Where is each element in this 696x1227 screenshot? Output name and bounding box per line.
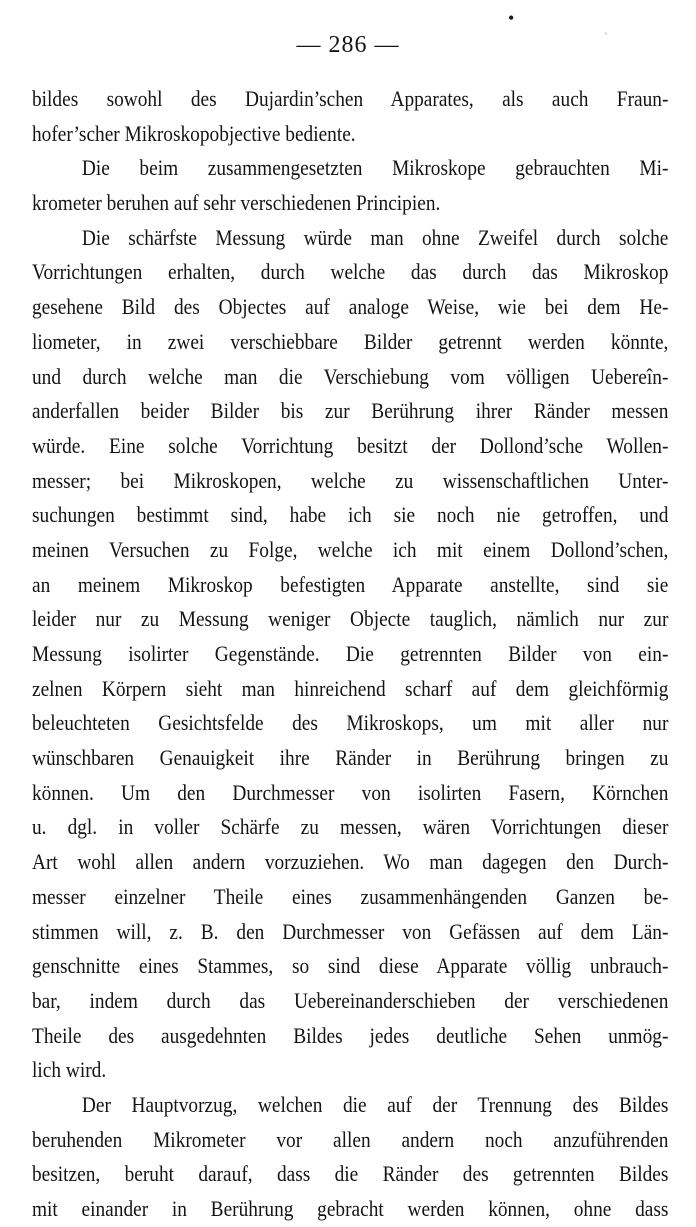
text-line: bildes sowohl des Dujardin’schen Apparates, als auch Fraun- bbox=[32, 86, 669, 111]
text-line: beleuchteten Gesichtsfelde des Mikroskops, um mit aller nur bbox=[32, 710, 669, 736]
text-line: messer einzelner Theile eines zusammenhängenden Ganzen be- bbox=[32, 883, 669, 909]
text-line: messer; bei Mikroskopen, welche zu wissenschaftlichen Unter- bbox=[32, 467, 669, 493]
text-line: Die schärfste Messung würde man ohne Zweifel durch solche bbox=[81, 224, 669, 250]
text-line: Theile des ausgedehnten Bildes jedes deutliche Sehen unmög- bbox=[32, 1022, 669, 1048]
text-line: bar, indem durch das Uebereinanderschieben der verschiedenen bbox=[32, 987, 669, 1013]
text-line: Die beim zusammengesetzten Mikroskope gebrauchten Mi- bbox=[81, 155, 669, 181]
text-line: können. Um den Durchmesser von isolirten Fasern, Körnchen bbox=[32, 779, 669, 805]
text-line: meinen Versuchen zu Folge, welche ich mit einem Dollond’schen, bbox=[32, 536, 669, 562]
text-line: beruhenden Mikrometer vor allen andern noch anzuführenden bbox=[32, 1126, 669, 1152]
text-line: krometer beruhen auf sehr verschiedenen Principien. bbox=[32, 190, 441, 216]
text-line: hofer’scher Mikroskopobjective bediente. bbox=[32, 120, 356, 146]
text-line: liometer, in zwei verschiebbare Bilder getrennt werden könnte, bbox=[32, 328, 669, 354]
text-line: besitzen, beruht darauf, dass die Ränder des getrennten Bildes bbox=[32, 1161, 669, 1187]
text-line: u. dgl. in voller Schärfe zu messen, wären Vorrichtungen dieser bbox=[32, 814, 669, 840]
text-line: wünschbaren Genauigkeit ihre Ränder in Berührung bringen zu bbox=[32, 745, 669, 771]
text-line: zelnen Körpern sieht man hinreichend scharf auf dem gleichförmig bbox=[32, 675, 669, 701]
text-line: Messung isolirter Gegenstände. Die getrennten Bilder von ein- bbox=[32, 641, 669, 666]
text-line: stimmen will, z. B. den Durchmesser von Gefässen auf dem Län- bbox=[32, 918, 669, 944]
text-line: mit einander in Berührung gebracht werden können, ohne dass bbox=[32, 1196, 669, 1221]
stray-ink-dot: • bbox=[508, 8, 515, 28]
text-line: und durch welche man die Verschiebung vom völligen Uebereîn- bbox=[32, 363, 669, 389]
text-line: anderfallen beider Bilder bis zur Berührung ihrer Ränder messen bbox=[32, 398, 669, 424]
text-line: Art wohl allen andern vorzuziehen. Wo man dagegen den Durch- bbox=[32, 849, 669, 875]
text-line: gesehene Bild des Objectes auf analoge Weise, wie bei dem He- bbox=[32, 294, 669, 320]
page-number: — 286 — bbox=[296, 32, 400, 58]
text-line: suchungen bestimmt sind, habe ich sie noch nie getroffen, und bbox=[32, 502, 669, 528]
text-line: würde. Eine solche Vorrichtung besitzt der Dollond’sche Wollen- bbox=[32, 432, 669, 458]
text-line: genschnitte eines Stammes, so sind diese Apparate völlig unbrauch- bbox=[32, 953, 669, 979]
text-line: leider nur zu Messung weniger Objecte tauglich, nämlich nur zur bbox=[32, 606, 669, 632]
text-line: Vorrichtungen erhalten, durch welche das durch das Mikroskop bbox=[32, 259, 669, 285]
text-line: an meinem Mikroskop befestigten Apparate anstellte, sind sie bbox=[32, 571, 669, 597]
text-line: lich wird. bbox=[32, 1057, 107, 1083]
text-line: Der Hauptvorzug, welchen die auf der Trennung des Bildes bbox=[81, 1091, 669, 1117]
stray-ink-tick: ` bbox=[604, 30, 608, 44]
body-text bbox=[32, 82, 668, 1227]
